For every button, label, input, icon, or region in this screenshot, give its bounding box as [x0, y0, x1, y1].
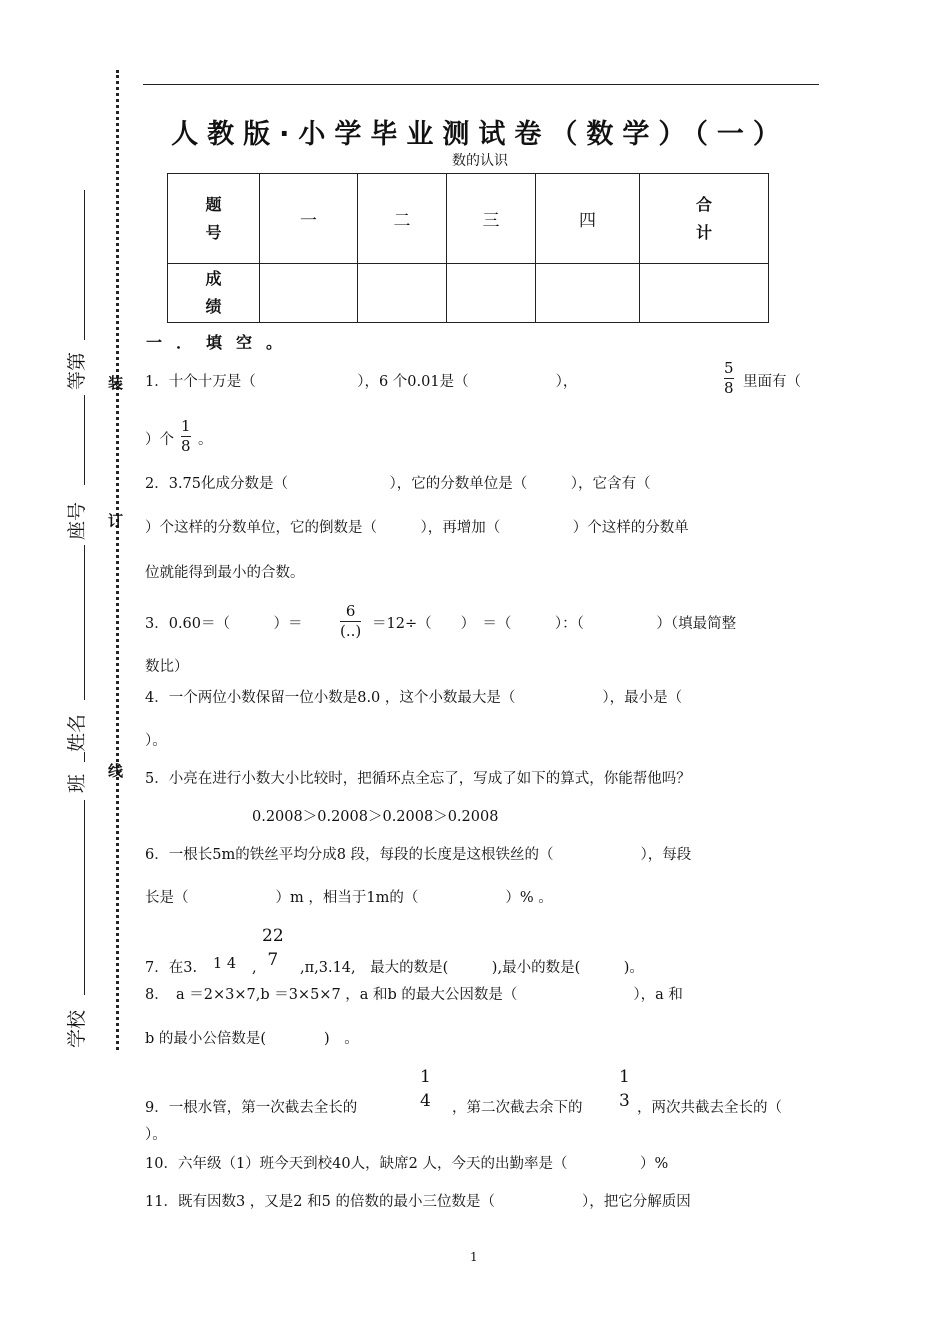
- q1-text-d: 。: [198, 432, 213, 448]
- q1-text-b: 里面有（: [743, 374, 801, 390]
- binding-char-zhuang: 装: [108, 374, 124, 392]
- q3-text-a: 3．0.60＝（ ）＝: [145, 616, 303, 632]
- score-cell-total[interactable]: [640, 264, 769, 323]
- q7-text-b: 1 4: [213, 956, 237, 972]
- score-cell-1[interactable]: [260, 264, 358, 323]
- q11-text: 11．既有因数3 ，又是2 和5 的倍数的最小三位数是（ ），把它分解质因: [145, 1194, 691, 1210]
- fraction-22-7: 22 7: [262, 926, 284, 970]
- score-cell-4[interactable]: [536, 264, 640, 323]
- q4-text-b: ）。: [145, 733, 167, 749]
- q7-text-a: 7．在3.: [145, 960, 198, 976]
- fraction-6-blank: 6 (..): [340, 602, 362, 640]
- q2-text-c: 位就能得到最小的合数。: [145, 565, 305, 581]
- field-label-zuohao: 座号: [66, 501, 88, 540]
- q5-text-b: 0.2008＞0.2008＞0.2008＞0.2008: [252, 809, 499, 825]
- binding-char-ding: 订: [108, 512, 124, 530]
- q1-text-c: ）个: [145, 432, 174, 448]
- q9-text-a: 9．一根水管，第一次截去全长的: [145, 1100, 358, 1116]
- q9-text-d: ）。: [145, 1127, 167, 1143]
- fraction-5-8: 5 8: [724, 359, 734, 397]
- field-line-xingming: [84, 545, 85, 700]
- score-header-2: 二: [358, 174, 447, 264]
- field-label-xuexiao: 学校: [66, 1009, 88, 1048]
- fraction-1-8: 1 8: [181, 417, 191, 455]
- page-number: 1: [470, 1250, 478, 1264]
- score-cell-3[interactable]: [447, 264, 536, 323]
- score-table: [167, 173, 769, 323]
- field-line-ban-gap: [84, 752, 85, 762]
- score-header-4: 四: [536, 174, 640, 264]
- score-row-label: 成 绩: [168, 264, 260, 323]
- field-label-deng: 等第: [66, 351, 88, 390]
- fraction-1-3: 1 3: [619, 1067, 630, 1111]
- top-rule: [143, 84, 819, 85]
- q7-text-c: ,: [252, 960, 257, 976]
- q9-text-b: ，第二次截去余下的: [452, 1100, 583, 1116]
- q2-text-b: ）个这样的分数单位，它的倒数是（ ），再增加（ ）个这样的分数单: [145, 520, 689, 536]
- q5-text-a: 5．小亮在进行小数大小比较时，把循环点全忘了，写成了如下的算式，你能帮他吗？: [145, 771, 691, 787]
- q8-text-a: 8． a ＝2×3×7,b ＝3×5×7 ，a 和b 的最大公因数是（ ），a 和: [145, 987, 683, 1003]
- field-label-ban: 班: [66, 773, 88, 793]
- q4-text-a: 4．一个两位小数保留一位小数是8.0 ，这个小数最大是（ ），最小是（: [145, 690, 683, 706]
- q1-text-a: 1．十个十万是（ ），6 个0.01是（ ），: [145, 374, 578, 390]
- binding-char-xian: 线: [108, 762, 124, 780]
- score-header-tihao: 题 号: [168, 174, 260, 264]
- q2-text-a: 2．3.75化成分数是（ ），它的分数单位是（ ），它含有（: [145, 476, 651, 492]
- q3-text-c: 数比）: [145, 659, 189, 675]
- q8-text-b: b 的最小公倍数是( ) 。: [145, 1031, 359, 1047]
- binding-dotted-line: [116, 70, 119, 1050]
- page-subtitle: 数的认识: [452, 153, 508, 169]
- score-header-total: 合 计: [640, 174, 769, 264]
- q6-text-b: 长是（ ）m ，相当于1m的（ ）% 。: [145, 890, 553, 906]
- q3-text-b: ＝12÷（ ） ＝（ ）：（ ）（填最简整: [372, 616, 737, 632]
- field-line-deng: [84, 190, 85, 340]
- field-line-ban: [84, 800, 85, 995]
- section-heading: 一．填空。: [146, 333, 297, 352]
- q10-text: 10．六年级（1）班今天到校40人，缺席2 人，今天的出勤率是（ ）%: [145, 1156, 669, 1172]
- fraction-1-4: 1 4: [420, 1067, 431, 1111]
- q9-text-c: ，两次共截去全长的（: [637, 1100, 782, 1116]
- field-label-xingming: 姓名: [66, 713, 88, 752]
- q7-text-d: ,π,3.14, 最大的数是( ),最小的数是( )。: [300, 960, 644, 976]
- score-header-3: 三: [447, 174, 536, 264]
- score-cell-2[interactable]: [358, 264, 447, 323]
- field-line-zuohao: [84, 395, 85, 485]
- q6-text-a: 6．一根长5m的铁丝平均分成8 段，每段的长度是这根铁丝的（ ），每段: [145, 847, 692, 863]
- page-title: 人教版·小学毕业测试卷（数学）（一）: [171, 119, 789, 150]
- score-header-1: 一: [260, 174, 358, 264]
